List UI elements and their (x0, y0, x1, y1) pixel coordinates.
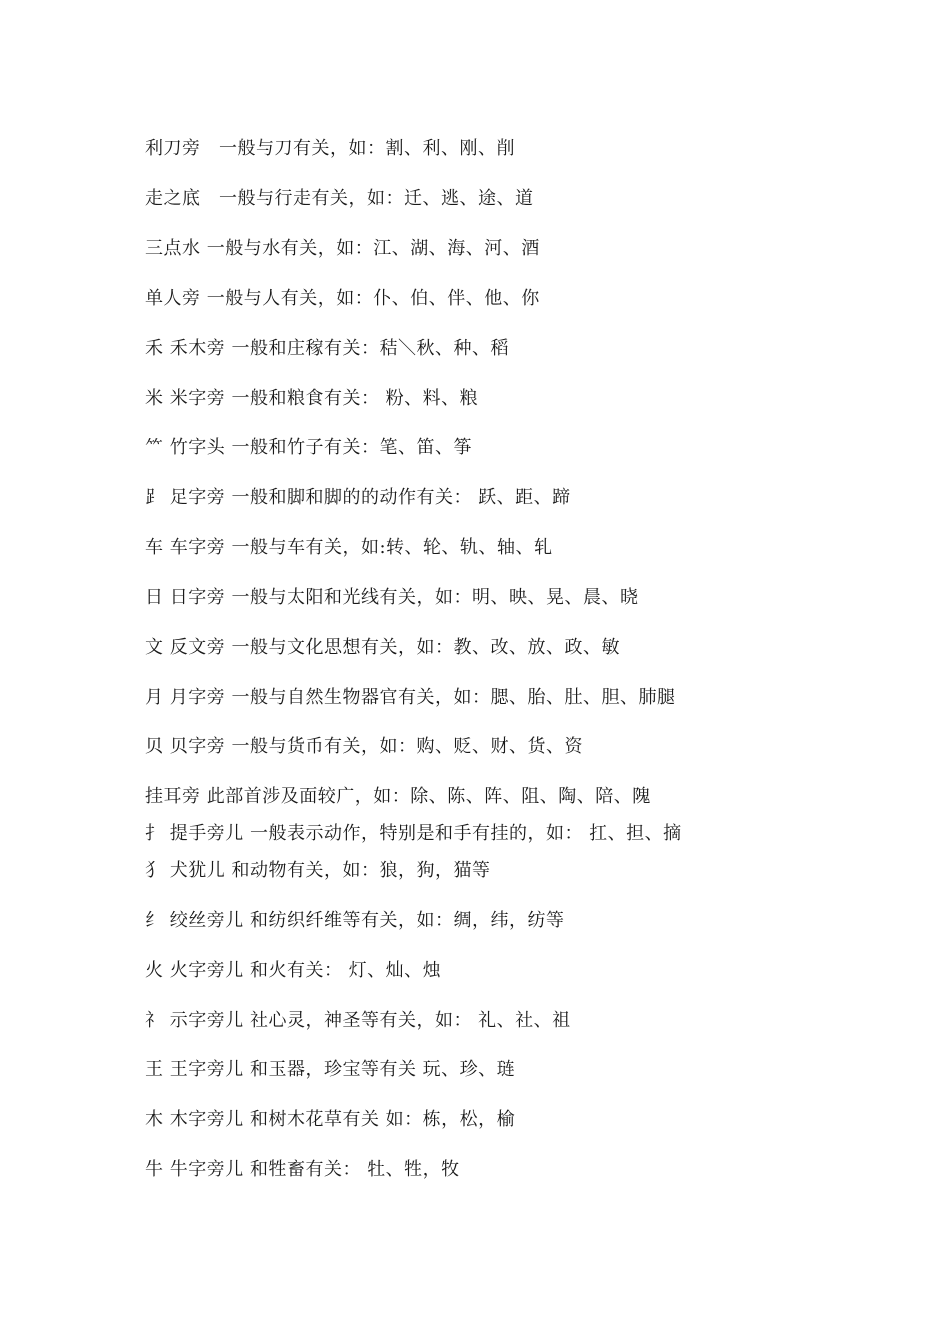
radical-line-7: ⺮ 竹字头 一般和竹子有关：笔、笛、筝 (145, 437, 472, 458)
radical-line-4: 单人旁 一般与人有关，如：仆、伯、伴、他、你 (145, 288, 540, 309)
radical-line-6: 米 米字旁 一般和粮食有关： 粉、料、粮 (145, 388, 479, 409)
radical-line-1: 利刀旁 一般与刀有关，如：割、利、刚、削 (145, 138, 515, 159)
radical-line-8: ⻊ 足字旁 一般和脚和脚的的动作有关： 跃、距、蹄 (145, 487, 571, 508)
radical-line-16: 犭 犬犹儿 和动物有关，如：狼，狗，猫等 (145, 860, 491, 881)
radical-line-5: 禾 禾木旁 一般和庄稼有关：秸＼秋、种、稻 (145, 338, 509, 359)
radical-line-21: 木 木字旁儿 和树木花草有关 如：栋，松，榆 (145, 1109, 516, 1130)
radical-line-19: 礻 示字旁儿 社心灵，神圣等有关，如： 礼、社、祖 (145, 1010, 571, 1031)
radical-line-9: 车 车字旁 一般与车有关，如:转、轮、轨、轴、轧 (145, 537, 553, 558)
radical-line-17: 纟 绞丝旁儿 和纺织纤维等有关，如：绸，纬，纺等 (145, 910, 565, 931)
radical-line-20: 王 王字旁儿 和玉器，珍宝等有关 玩、珍、琏 (145, 1059, 516, 1080)
radical-line-14: 挂耳旁 此部首涉及面较广，如：除、陈、阵、阻、陶、陪、隗 (145, 786, 651, 807)
radical-line-22: 牛 牛字旁儿 和牲畜有关： 牡、牲，牧 (145, 1159, 460, 1180)
radical-line-3: 三点水 一般与水有关，如：江、湖、海、河、酒 (145, 238, 540, 259)
radical-line-13: 贝 贝字旁 一般与货币有关，如：购、贬、财、货、资 (145, 736, 583, 757)
radical-line-15: 扌 提手旁儿 一般表示动作，特别是和手有挂的，如： 扛、担、摘 (145, 823, 682, 844)
radical-line-11: 文 反文旁 一般与文化思想有关，如：教、改、放、政、敏 (145, 637, 620, 658)
radical-line-10: 日 日字旁 一般与太阳和光线有关，如：明、映、晃、晨、晓 (145, 587, 639, 608)
radical-line-18: 火 火字旁儿 和火有关： 灯、灿、烛 (145, 960, 442, 981)
radical-line-12: 月 月字旁 一般与自然生物器官有关，如：腮、胎、肚、胆、肺腿 (145, 687, 676, 708)
radical-line-2: 走之底 一般与行走有关，如：迁、逃、途、道 (145, 188, 534, 209)
